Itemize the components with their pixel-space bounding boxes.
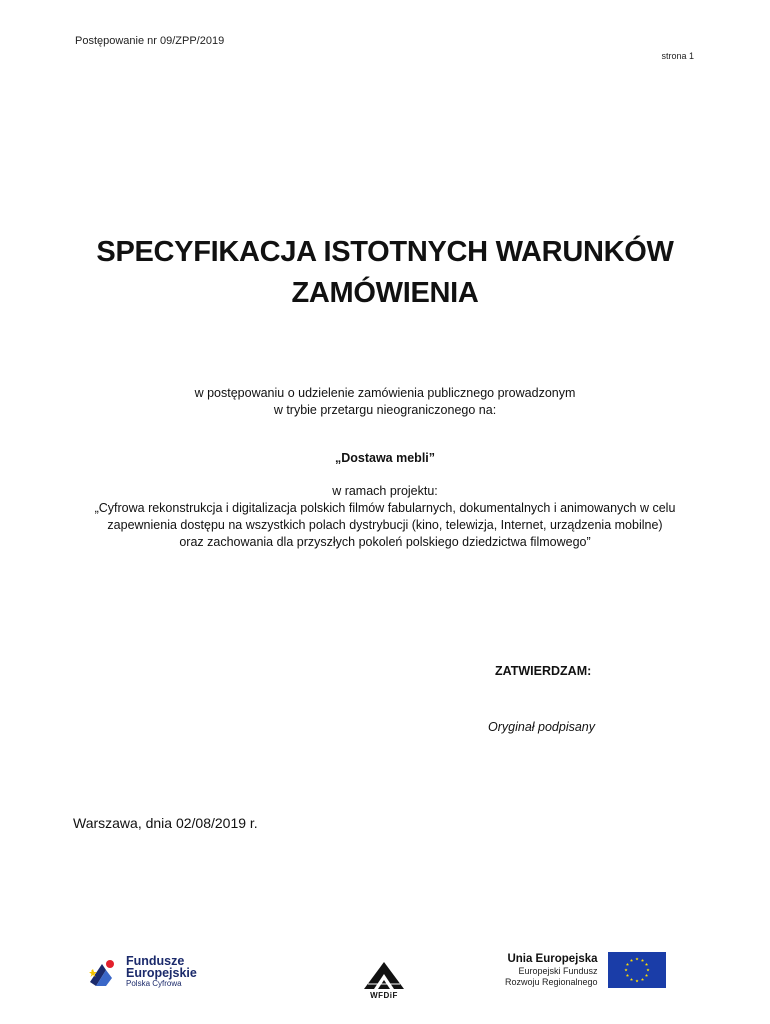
eu-logo (505, 952, 666, 988)
project-description (40, 483, 730, 551)
procedure-intro-line2: w trybie przetargu nieograniczonego na: (273, 403, 497, 417)
project-line2: zapewnienia dostępu na wszystkich polach dystrybucji (kino, telewizja, Internet, urządzenia mobilne) (107, 518, 663, 532)
document-title-line1: SPECYFIKACJA ISTOTNYCH WARUNKÓW (96, 236, 674, 268)
eu-logo-title: Unia Europejska (507, 953, 598, 965)
eu-flag-icon (608, 952, 666, 988)
wfdif-logo (360, 960, 408, 1000)
fe-logo-line1: Fundusze (126, 954, 185, 968)
fe-logo-line2: Europejskie (126, 966, 197, 980)
procedure-intro-line1: w postępowaniu o udzielenie zamówienia publicznego prowadzonym (194, 386, 576, 400)
signature-note: Oryginał podpisany (488, 720, 596, 734)
eu-logo-line1: Europejski Fundusz (518, 966, 598, 976)
fundusze-europejskie-logo (88, 952, 197, 992)
fundusze-europejskie-emblem-icon (88, 956, 120, 988)
project-line3: oraz zachowania dla przyszłych pokoleń polskiego dziedzictwa filmowego” (179, 535, 591, 549)
page-number: strona 1 (661, 51, 694, 61)
fe-logo-line3: Polska Cyfrowa (126, 979, 182, 988)
place-and-date: Warszawa, dnia 02/08/2019 r. (73, 815, 258, 831)
order-name: „Dostawa mebli” (334, 451, 436, 465)
project-intro-label: w ramach projektu: (332, 484, 438, 498)
procedure-intro (60, 385, 710, 419)
document-title (40, 232, 730, 314)
document-title-line2: ZAMÓWIENIA (291, 277, 479, 309)
wfdif-logo-text: WFDiF (370, 991, 398, 1000)
project-line1: „Cyfrowa rekonstrukcja i digitalizacja polskich filmów fabularnych, dokumentalnych i animowanych w celu (94, 501, 676, 515)
approval-label: ZATWIERDZAM: (495, 664, 592, 678)
eu-logo-line2: Rozwoju Regionalnego (505, 977, 598, 987)
procedure-number: Postępowanie nr 09/ZPP/2019 (75, 35, 225, 47)
wfdif-mountain-icon (360, 960, 408, 990)
